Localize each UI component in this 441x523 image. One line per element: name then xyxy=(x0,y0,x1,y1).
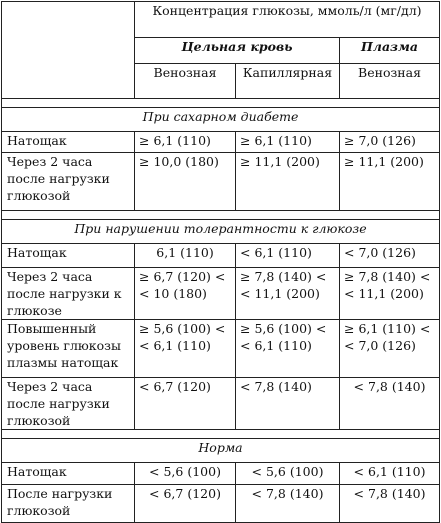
plasma-value: ≥ 7,0 (126) xyxy=(340,132,440,153)
venous-value: ≥ 6,1 (110) xyxy=(135,132,236,153)
spacer-row xyxy=(2,430,440,439)
spacer-cell xyxy=(2,211,440,220)
table-row xyxy=(2,463,440,485)
header-row-concentration xyxy=(2,2,440,38)
table-row xyxy=(2,320,440,378)
venous-value: ≥ 10,0 (180) xyxy=(135,153,236,211)
capillary-value: ≥ 11,1 (200) xyxy=(236,153,340,211)
capillary-header: Капиллярная xyxy=(236,64,340,99)
capillary-value: ≥ 7,8 (140) < < 11,1 (200) xyxy=(236,268,340,320)
venous-header: Венозная xyxy=(135,64,236,99)
spacer-cell xyxy=(2,99,440,108)
section-row xyxy=(2,220,440,244)
venous-value: < 5,6 (100) xyxy=(135,463,236,485)
capillary-value: < 5,6 (100) xyxy=(236,463,340,485)
capillary-value: < 7,8 (140) xyxy=(236,485,340,523)
table-row xyxy=(2,153,440,211)
section-title: Норма xyxy=(2,439,440,463)
section-title: При сахарном диабете xyxy=(2,108,440,132)
row-label: Через 2 часа после нагрузки к глюкозе xyxy=(2,268,135,320)
table-row xyxy=(2,244,440,268)
table-row xyxy=(2,132,440,153)
plasma-value: ≥ 6,1 (110) < < 7,0 (126) xyxy=(340,320,440,378)
venous-value: ≥ 5,6 (100) < < 6,1 (110) xyxy=(135,320,236,378)
spacer-row xyxy=(2,211,440,220)
glucose-criteria-table xyxy=(1,1,440,523)
table-row xyxy=(2,485,440,523)
venous-value: < 6,7 (120) xyxy=(135,485,236,523)
plasma-value: < 7,8 (140) xyxy=(340,485,440,523)
section-title: При нарушении толерантности к глюкозе xyxy=(2,220,440,244)
plasma-value: < 7,8 (140) xyxy=(340,378,440,430)
row-label: Повышенный уровень глюкозы плазмы натощак xyxy=(2,320,135,378)
row-label: После нагрузки глюкозой xyxy=(2,485,135,523)
spacer-row xyxy=(2,99,440,108)
capillary-value: < 7,8 (140) xyxy=(236,378,340,430)
row-label: Натощак xyxy=(2,463,135,485)
row-label: Натощак xyxy=(2,244,135,268)
venous-value: 6,1 (110) xyxy=(135,244,236,268)
header-empty-cell xyxy=(2,2,135,99)
venous-plasma-header: Венозная xyxy=(340,64,440,99)
whole-blood-header: Цельная кровь xyxy=(135,38,340,64)
row-label: Через 2 часа после нагрузки глюкозой xyxy=(2,378,135,430)
capillary-value: ≥ 6,1 (110) xyxy=(236,132,340,153)
venous-value: < 6,7 (120) xyxy=(135,378,236,430)
plasma-value: ≥ 7,8 (140) < < 11,1 (200) xyxy=(340,268,440,320)
plasma-value: < 6,1 (110) xyxy=(340,463,440,485)
concentration-header: Концентрация глюкозы, ммоль/л (мг/дл) xyxy=(135,2,440,38)
table-row xyxy=(2,268,440,320)
spacer-cell xyxy=(2,430,440,439)
plasma-value: < 7,0 (126) xyxy=(340,244,440,268)
plasma-header: Плазма xyxy=(340,38,440,64)
row-label: Через 2 часа после нагрузки глюкозой xyxy=(2,153,135,211)
section-row xyxy=(2,439,440,463)
venous-value: ≥ 6,7 (120) < < 10 (180) xyxy=(135,268,236,320)
row-label: Натощак xyxy=(2,132,135,153)
section-row xyxy=(2,108,440,132)
capillary-value: ≥ 5,6 (100) < < 6,1 (110) xyxy=(236,320,340,378)
table-row xyxy=(2,378,440,430)
capillary-value: < 6,1 (110) xyxy=(236,244,340,268)
plasma-value: ≥ 11,1 (200) xyxy=(340,153,440,211)
